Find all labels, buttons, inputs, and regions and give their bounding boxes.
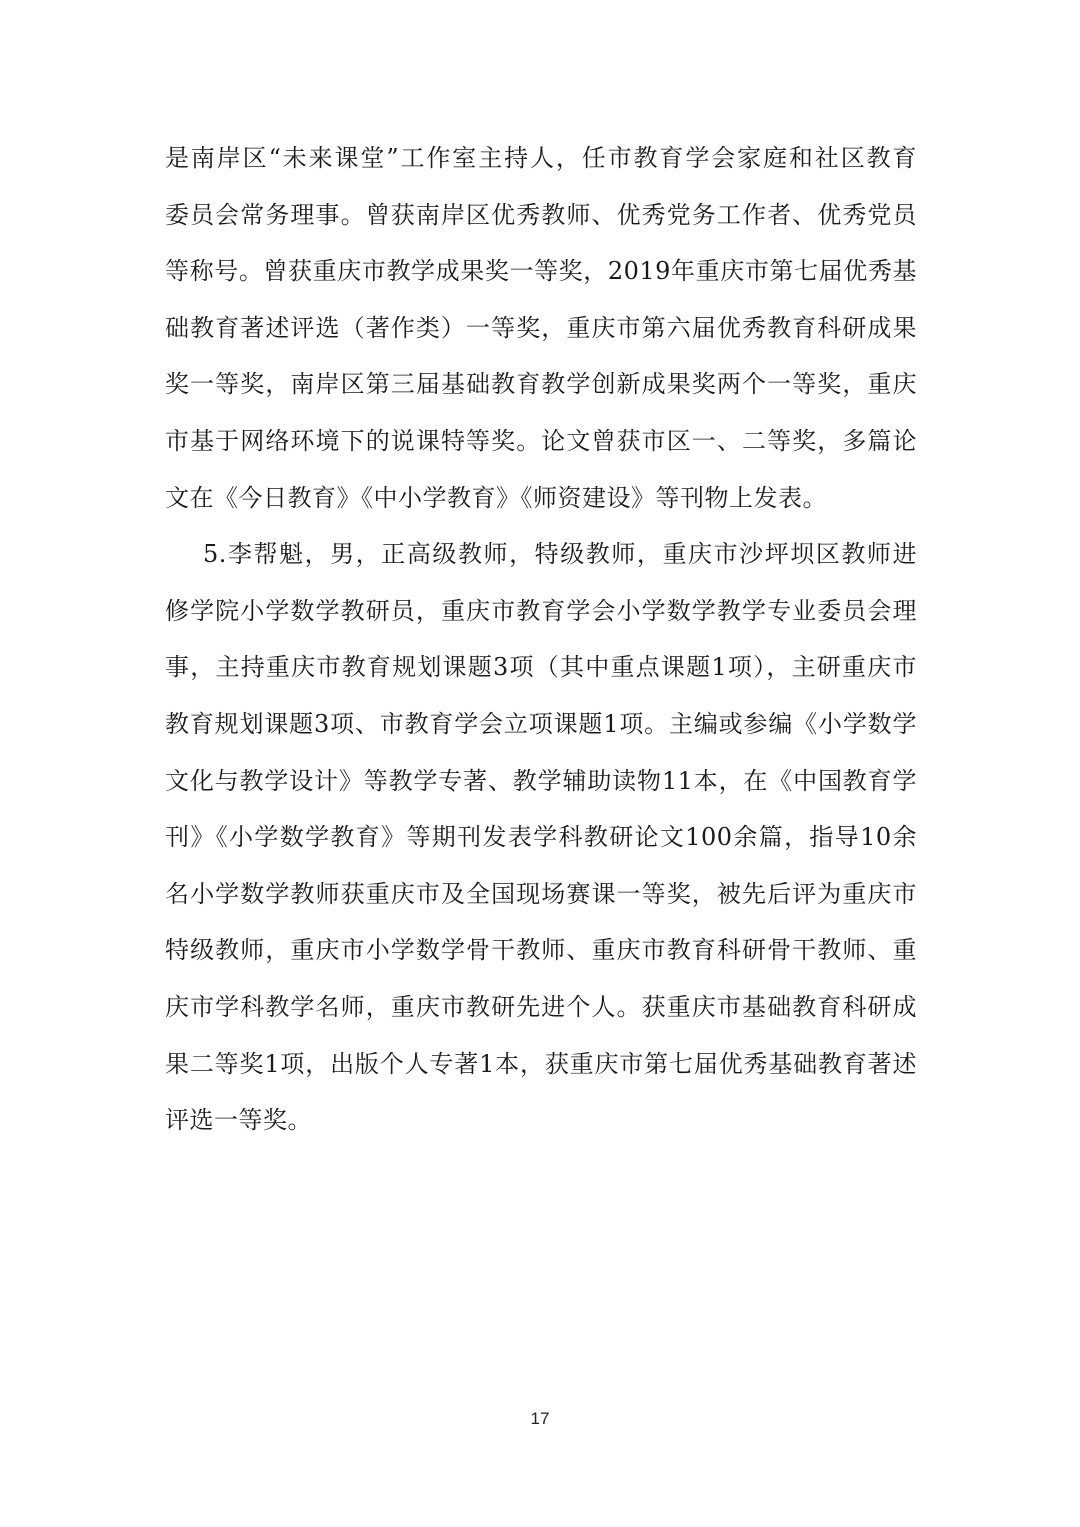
text-line: 奖一等奖，南岸区第三届基础教育教学创新成果奖两个一等奖，重庆 [165, 370, 917, 399]
text-line: 文化与教学设计》等教学专著、教学辅助读物11本，在《中国教育学 [165, 766, 917, 795]
text-line: 评选一等奖。 [165, 1106, 312, 1135]
text-line: 果二等奖1项，出版个人专著1本，获重庆市第七届优秀基础教育著述 [165, 1049, 917, 1078]
text-line: 等称号。曾获重庆市教学成果奖一等奖，2019年重庆市第七届优秀基 [165, 257, 917, 286]
page-body [165, 130, 917, 1149]
text-line: 特级教师，重庆市小学数学骨干教师、重庆市教育科研骨干教师、重 [165, 936, 917, 965]
text-line: 事，主持重庆市教育规划课题3项（其中重点课题1项），主研重庆市 [165, 653, 917, 682]
text-line: 刊》《小学数学教育》等期刊发表学科教研论文100余篇，指导10余 [165, 823, 917, 852]
paragraph-item-5 [165, 526, 917, 1149]
paragraph-continued [165, 130, 917, 526]
text-line: 5.李帮魁，男，正高级教师，特级教师，重庆市沙坪坝区教师进 [203, 540, 917, 569]
text-line: 庆市学科教学名师，重庆市教研先进个人。获重庆市基础教育科研成 [165, 992, 917, 1021]
text-line: 是南岸区“未来课堂”工作室主持人，任市教育学会家庭和社区教育 [165, 144, 917, 172]
text-line: 修学院小学数学教研员，重庆市教育学会小学数学教学专业委员会理 [165, 596, 917, 625]
text-line: 教育规划课题3项、市教育学会立项课题1项。主编或参编《小学数学 [165, 709, 917, 738]
text-line: 市基于网络环境下的说课特等奖。论文曾获市区一、二等奖，多篇论 [165, 426, 917, 455]
text-line: 名小学数学教师获重庆市及全国现场赛课一等奖，被先后评为重庆市 [165, 879, 917, 908]
page-number: 17 [530, 1409, 550, 1428]
text-line: 文在《今日教育》《中小学教育》《师资建设》等刊物上发表。 [165, 483, 827, 512]
text-line: 础教育著述评选（著作类）一等奖，重庆市第六届优秀教育科研成果 [165, 313, 917, 342]
text-line: 委员会常务理事。曾获南岸区优秀教师、优秀党务工作者、优秀党员 [165, 200, 917, 229]
